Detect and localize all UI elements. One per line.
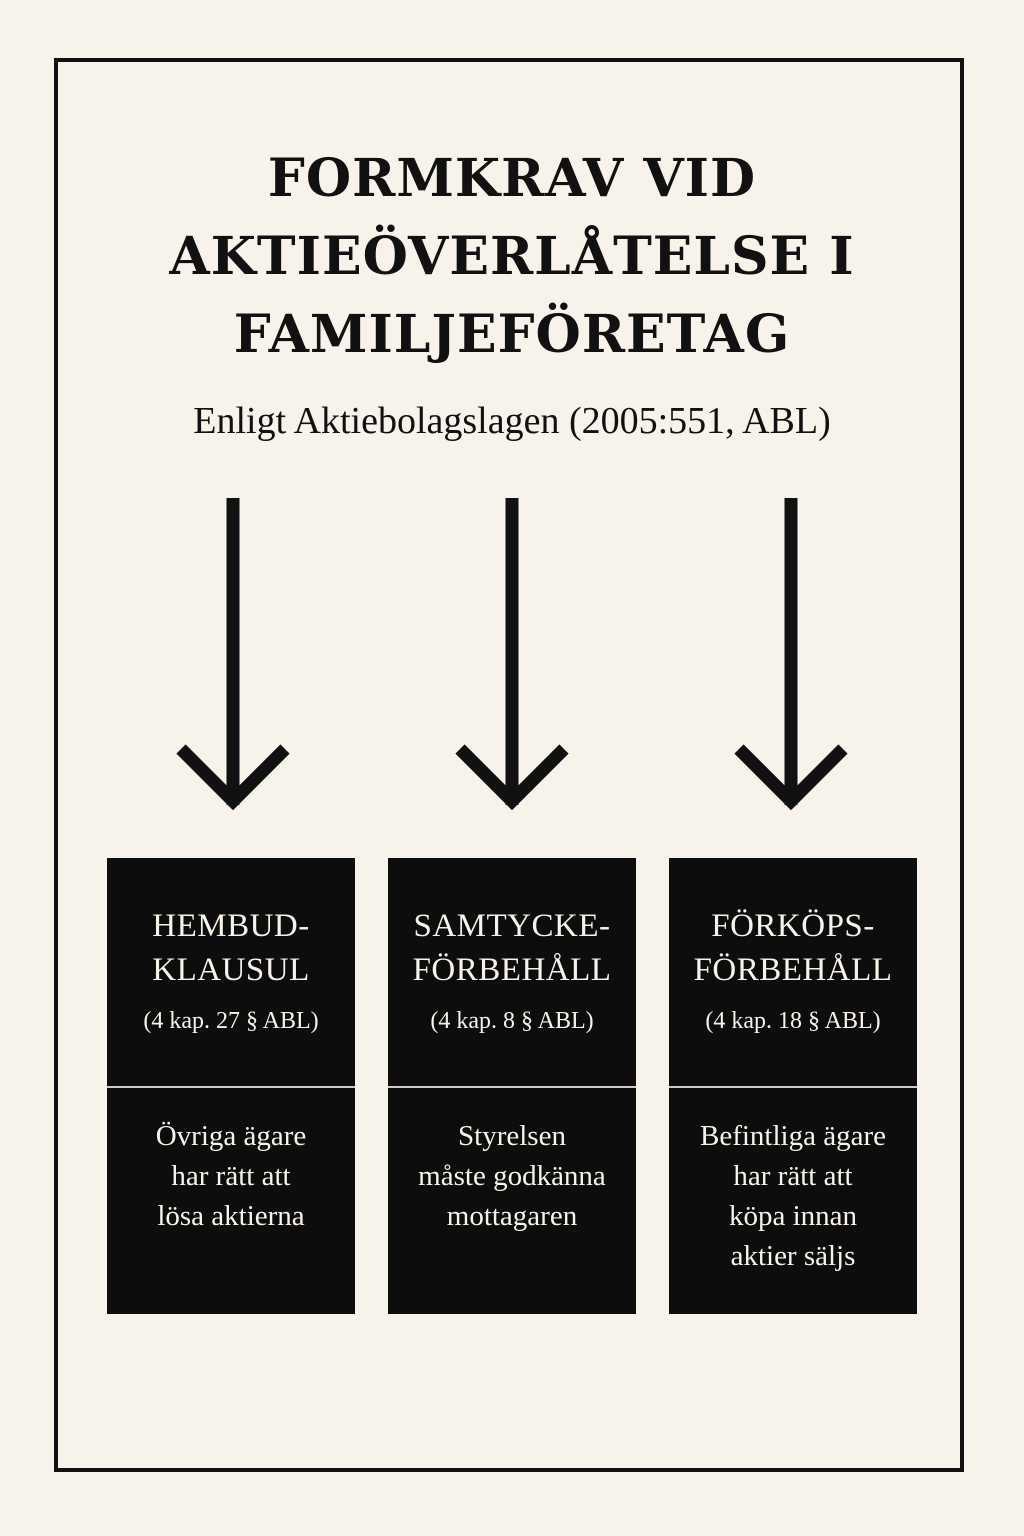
page-subtitle: Enligt Aktiebolagslagen (2005:551, ABL) bbox=[193, 400, 831, 442]
card-hembudsklausul bbox=[107, 858, 355, 1314]
card-description-line: Övriga ägare bbox=[155, 1120, 307, 1152]
card-description bbox=[107, 1116, 355, 1236]
title-line-2: AKTIEÖVERLÅTELSE I bbox=[169, 226, 855, 287]
card-title bbox=[669, 904, 917, 992]
card-title-line: KLAUSUL bbox=[152, 952, 310, 988]
card-description-line: Befintliga ägare bbox=[700, 1120, 886, 1152]
card-law-reference: (4 kap. 27 § ABL) bbox=[143, 1008, 319, 1034]
title-line-3: FAMILJEFÖRETAG bbox=[233, 304, 791, 365]
arrow-down-icon-samtycke bbox=[460, 498, 564, 805]
arrow-down-icon-forkops bbox=[739, 498, 843, 805]
card-header bbox=[669, 858, 917, 1086]
card-law-reference: (4 kap. 18 § ABL) bbox=[705, 1008, 881, 1034]
card-title bbox=[107, 904, 355, 992]
card-title-line: FÖRBEHÅLL bbox=[412, 952, 612, 988]
card-description-line: måste godkänna bbox=[418, 1160, 606, 1192]
card-description bbox=[388, 1116, 636, 1236]
card-title-line: HEMBUD- bbox=[152, 908, 310, 944]
card-law-reference: (4 kap. 8 § ABL) bbox=[430, 1008, 594, 1034]
title-line-1: FORMKRAV VID bbox=[267, 148, 757, 209]
card-description bbox=[669, 1116, 917, 1276]
card-description-line: har rätt att bbox=[171, 1160, 291, 1192]
card-description-line: har rätt att bbox=[733, 1160, 853, 1192]
card-title-line: FÖRBEHÅLL bbox=[693, 952, 893, 988]
card-description-line: Styrelsen bbox=[458, 1120, 566, 1152]
card-divider bbox=[107, 1086, 355, 1088]
card-description-line: aktier säljs bbox=[730, 1240, 856, 1272]
card-title-line: FÖRKÖPS- bbox=[711, 908, 875, 944]
card-forkopsforbehall bbox=[669, 858, 917, 1314]
card-divider bbox=[388, 1086, 636, 1088]
card-description-line: köpa innan bbox=[728, 1200, 858, 1232]
arrow-down-icon-hembud bbox=[181, 498, 285, 805]
card-title bbox=[388, 904, 636, 992]
card-divider bbox=[669, 1086, 917, 1088]
card-header bbox=[107, 858, 355, 1086]
card-samtyckesforbehall bbox=[388, 858, 636, 1314]
card-description-line: lösa aktierna bbox=[157, 1200, 305, 1232]
card-title-line: SAMTYCKE- bbox=[413, 908, 611, 944]
card-description-line: mottagaren bbox=[446, 1200, 578, 1232]
card-header bbox=[388, 858, 636, 1086]
